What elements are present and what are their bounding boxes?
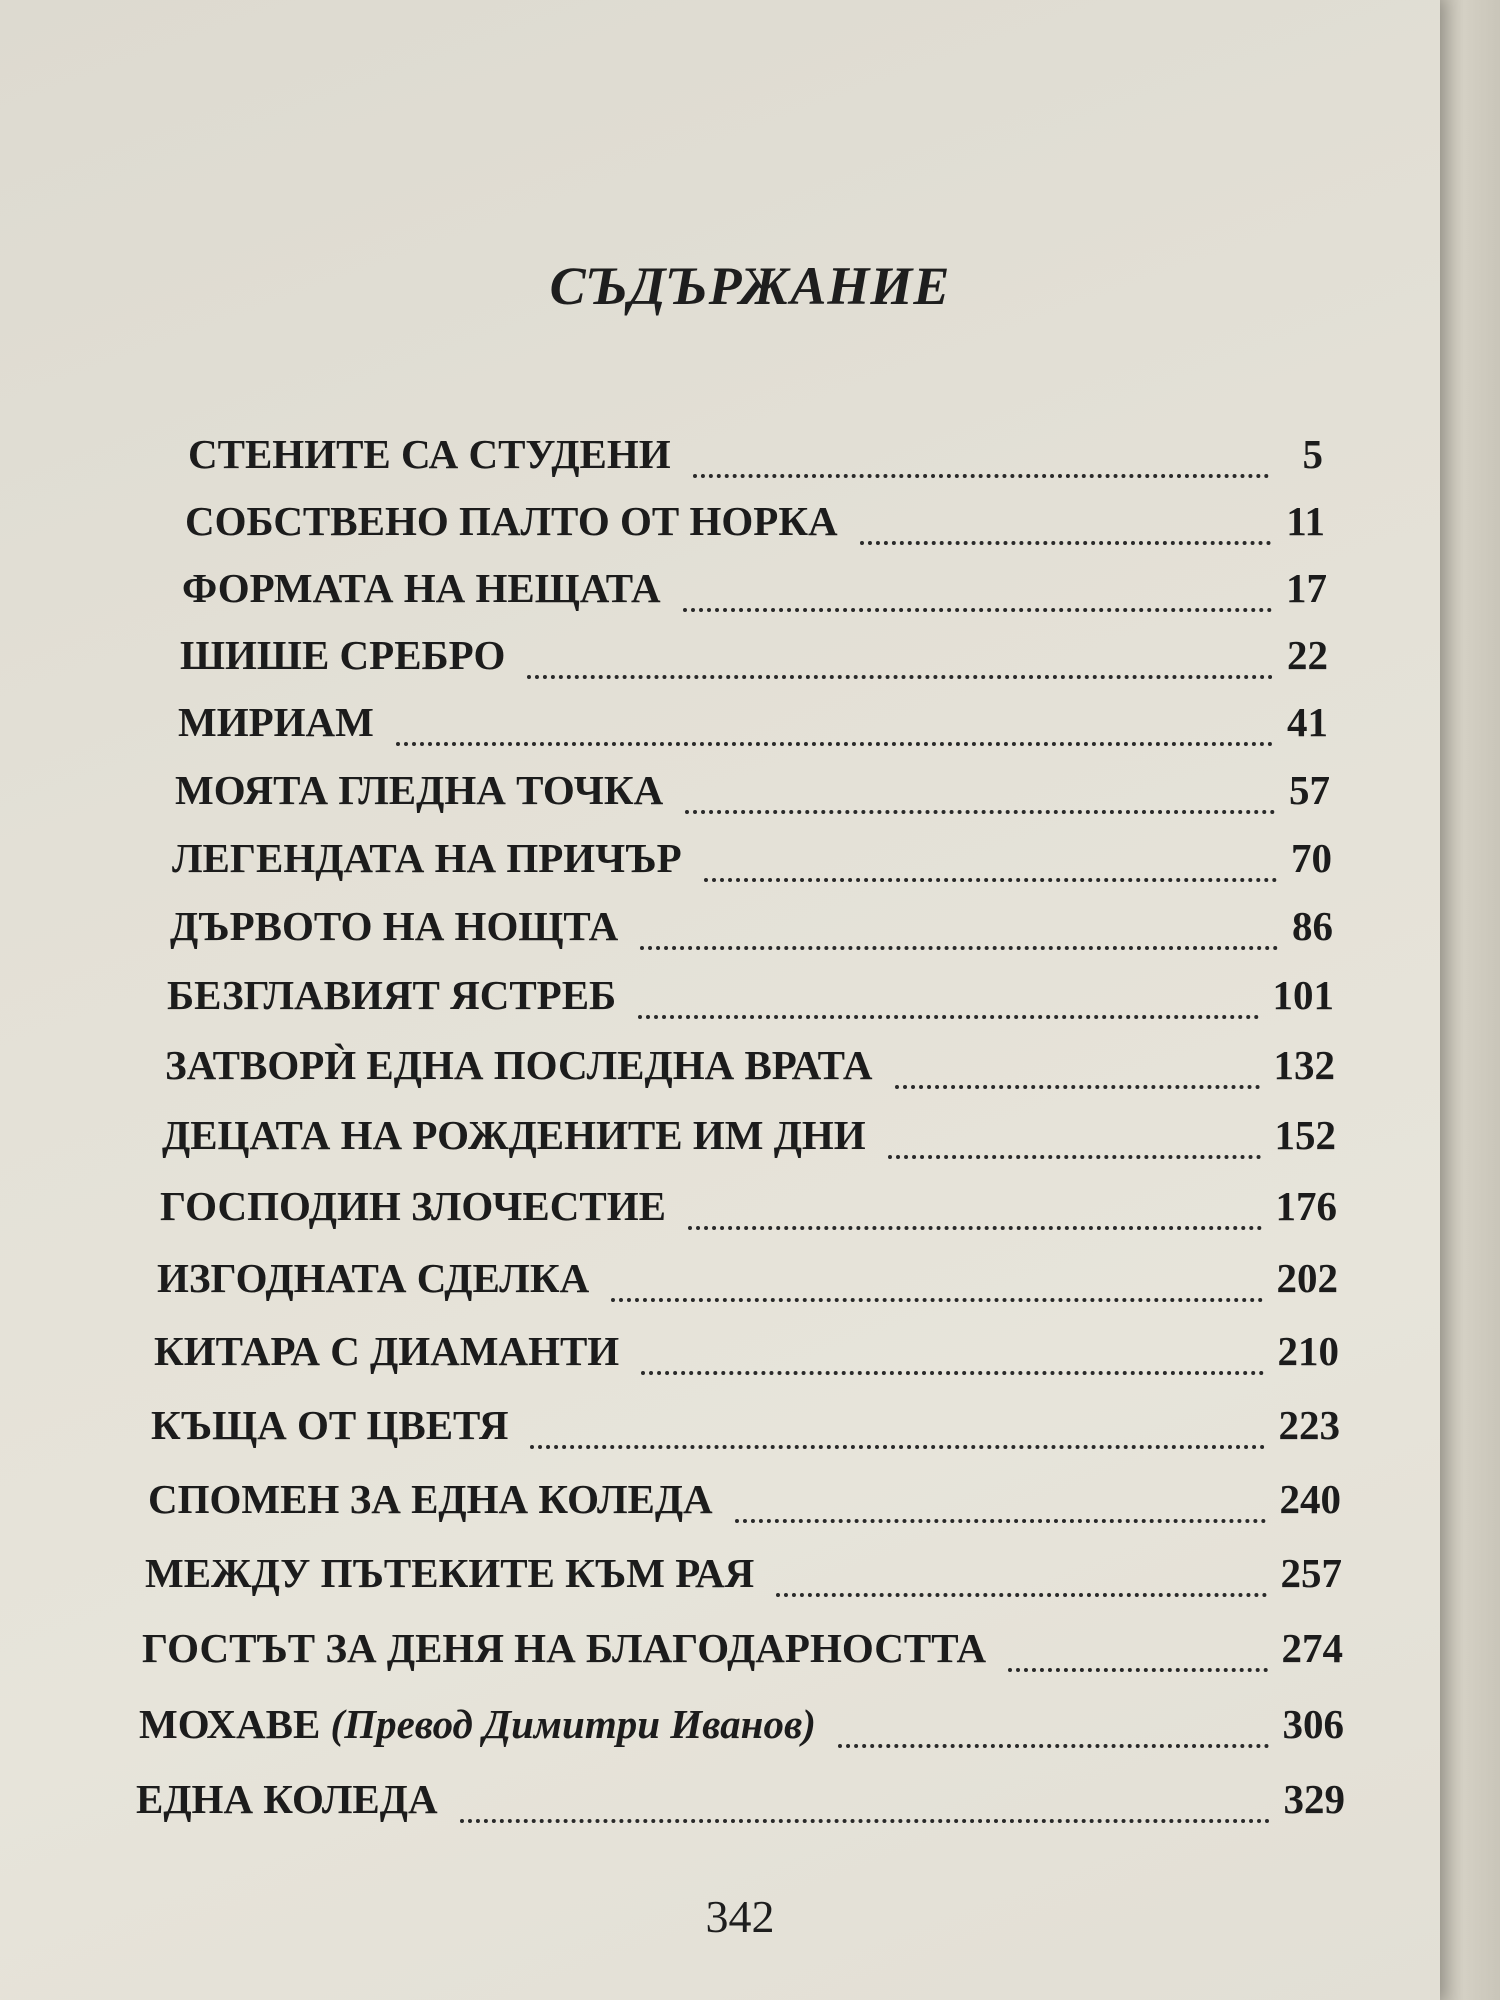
dot-leader (638, 1015, 1258, 1019)
toc-entry (148, 1475, 1341, 1535)
toc-entry-page: 41 (1287, 699, 1328, 745)
toc-entry-title: КИТАРА С ДИАМАНТИ (154, 1328, 620, 1374)
toc-entry-page: 70 (1291, 835, 1332, 881)
toc-entry (188, 430, 1323, 490)
dot-leader (838, 1744, 1269, 1748)
toc-entry-title: ДЕЦАТА НА РОЖДЕНИТЕ ИМ ДНИ (162, 1112, 866, 1158)
toc-entry-title: СПОМЕН ЗА ЕДНА КОЛЕДА (148, 1476, 713, 1522)
toc-entry (167, 971, 1334, 1031)
toc-entry-title-text: МОХАВЕ (139, 1701, 321, 1747)
toc-entry-page: 257 (1280, 1550, 1342, 1596)
toc-entry-page: 223 (1278, 1402, 1340, 1448)
toc-entry-title: СТЕНИТЕ СА СТУДЕНИ (188, 431, 671, 477)
toc-entry-title: ЕДНА КОЛЕДА (136, 1776, 438, 1822)
dot-leader (693, 474, 1269, 478)
toc-entry (154, 1327, 1339, 1387)
toc-entry (180, 631, 1328, 691)
toc-entry-title: МЕЖДУ ПЪТЕКИТЕ КЪМ РАЯ (145, 1550, 755, 1596)
toc-entry-page: 329 (1283, 1776, 1345, 1822)
toc-entry-page: 86 (1292, 903, 1333, 949)
toc-entry-title: ЗАТВОРЍ ЕДНА ПОСЛЕДНА ВРАТА (165, 1042, 873, 1088)
dot-leader (688, 1226, 1262, 1230)
toc-entry-title: ИЗГОДНАТА СДЕЛКА (157, 1255, 590, 1301)
toc-entry (165, 1041, 1335, 1101)
toc-entry (142, 1624, 1343, 1684)
toc-entry-title: ФОРМАТА НА НЕЩАТА (182, 565, 661, 611)
toc-entry-page: 5 (1302, 431, 1323, 477)
dot-leader (685, 810, 1275, 814)
toc-entry (185, 497, 1325, 557)
toc-entry (170, 902, 1333, 962)
toc-entry (145, 1549, 1342, 1609)
table-of-contents (0, 430, 1500, 1850)
toc-entry-title: ГОСПОДИН ЗЛОЧЕСТИЕ (160, 1183, 666, 1229)
toc-entry-page: 17 (1286, 565, 1327, 611)
toc-entry-title: ДЪРВОТО НА НОЩТА (170, 903, 619, 949)
toc-entry-page: 152 (1274, 1112, 1336, 1158)
dot-leader (776, 1593, 1266, 1597)
toc-entry-page: 101 (1272, 972, 1334, 1018)
toc-entry (151, 1401, 1340, 1461)
translator-note: (Превод Димитри Иванов) (330, 1701, 816, 1747)
toc-entry (175, 766, 1330, 826)
toc-entry (172, 834, 1332, 894)
dot-leader (527, 675, 1273, 679)
dot-leader (641, 1371, 1263, 1375)
toc-entry-title: СОБСТВЕНО ПАЛТО ОТ НОРКА (185, 498, 838, 544)
toc-entry (162, 1111, 1336, 1171)
dot-leader (888, 1155, 1261, 1159)
toc-entry-title (139, 1700, 816, 1748)
dot-leader (704, 878, 1277, 882)
toc-entry-page: 274 (1281, 1625, 1343, 1671)
dot-leader (611, 1298, 1262, 1302)
page-title: СЪДЪРЖАНИЕ (549, 256, 951, 316)
toc-entry-title: КЪЩА ОТ ЦВЕТЯ (151, 1402, 509, 1448)
dot-leader (460, 1819, 1270, 1823)
toc-entry-title: ЛЕГЕНДАТА НА ПРИЧЪР (172, 835, 682, 881)
toc-entry-page: 132 (1273, 1042, 1335, 1088)
toc-entry (136, 1775, 1345, 1835)
toc-entry (178, 698, 1328, 758)
toc-entry-page: 306 (1282, 1701, 1344, 1747)
toc-entry-page: 11 (1286, 498, 1325, 544)
dot-leader (860, 541, 1271, 545)
page-number: 342 (705, 1891, 775, 1942)
dot-leader (895, 1085, 1260, 1089)
toc-entry (182, 564, 1327, 624)
toc-entry-page: 176 (1275, 1183, 1337, 1229)
dot-leader (1008, 1668, 1267, 1672)
toc-entry (139, 1700, 1344, 1760)
dot-leader (396, 742, 1273, 746)
toc-entry (157, 1254, 1338, 1314)
toc-entry-title: БЕЗГЛАВИЯТ ЯСТРЕБ (167, 972, 617, 1018)
toc-entry-title: МИРИАМ (178, 699, 374, 745)
dot-leader (530, 1445, 1264, 1449)
dot-leader (683, 608, 1272, 612)
toc-entry-page: 22 (1287, 632, 1328, 678)
toc-entry-title: ШИШЕ СРЕБРО (180, 632, 506, 678)
toc-entry-page: 240 (1279, 1476, 1341, 1522)
dot-leader (640, 946, 1278, 950)
dot-leader (735, 1519, 1266, 1523)
toc-entry-page: 202 (1276, 1255, 1338, 1301)
toc-entry (160, 1182, 1337, 1242)
toc-entry-title: МОЯТА ГЛЕДНА ТОЧКА (175, 767, 664, 813)
toc-entry-page: 210 (1277, 1328, 1339, 1374)
toc-entry-page: 57 (1289, 767, 1330, 813)
toc-entry-title: ГОСТЪТ ЗА ДЕНЯ НА БЛАГОДАРНОСТТА (142, 1625, 987, 1671)
